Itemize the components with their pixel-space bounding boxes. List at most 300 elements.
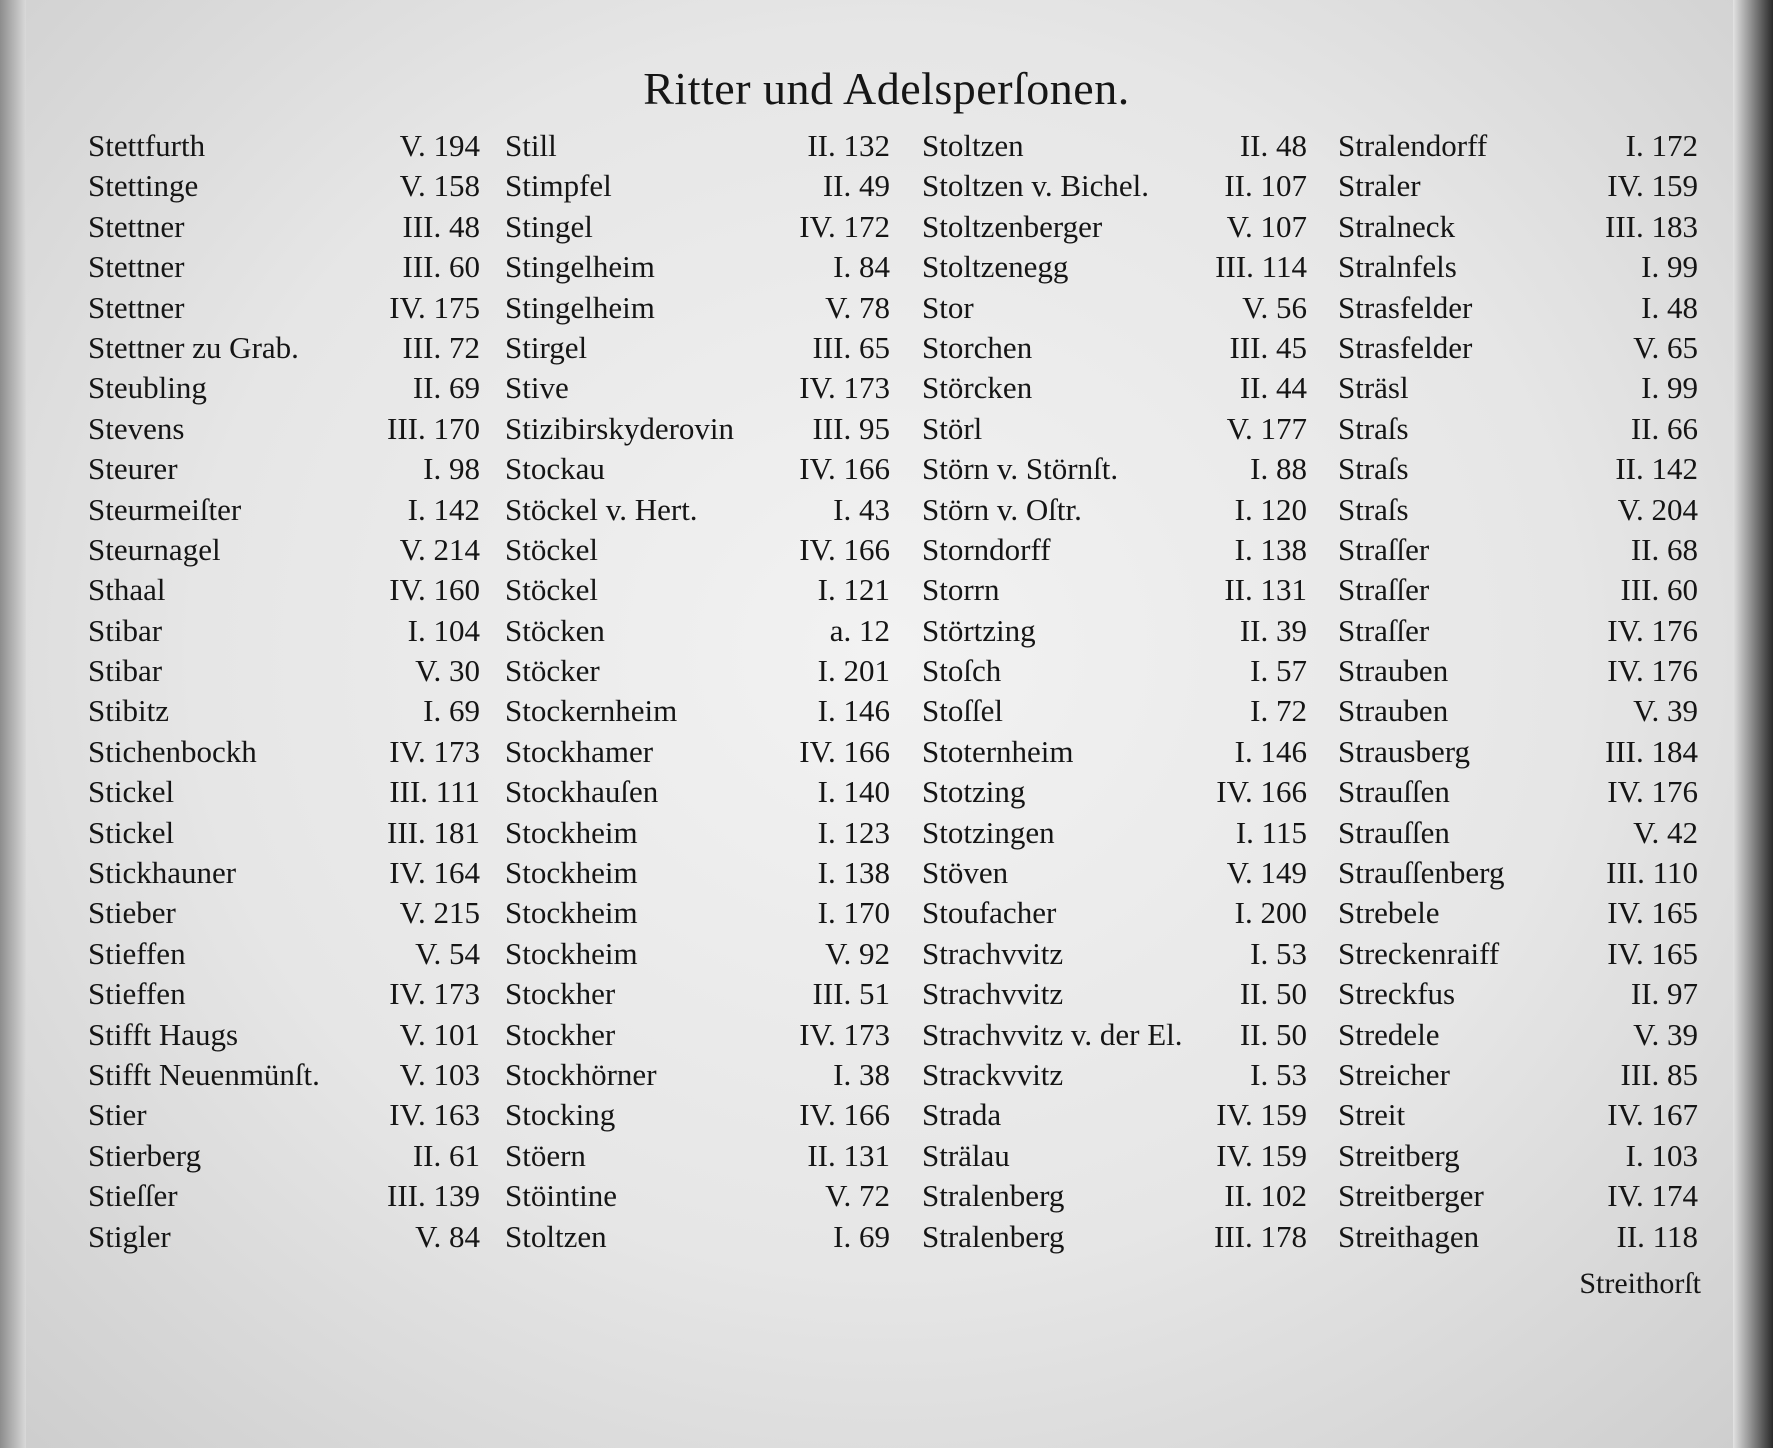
entry-reference: II. 39: [1239, 612, 1307, 648]
index-entry: [88, 166, 480, 206]
entry-name: Stöcker: [505, 653, 600, 689]
index-entry: [1338, 934, 1698, 974]
entry-name: Stingel: [505, 208, 593, 244]
entry-name: Stifft Neuenmünſt.: [88, 1056, 320, 1092]
entry-name: Strauſſen: [1338, 774, 1450, 810]
index-entry: [1338, 490, 1698, 530]
index-entry: [505, 813, 890, 853]
index-entry: [88, 611, 480, 651]
index-entry: [922, 1176, 1307, 1216]
index-entry: [88, 247, 480, 287]
index-entry: [1338, 893, 1698, 933]
entry-reference: II. 97: [1630, 976, 1698, 1012]
entry-name: Straſſer: [1338, 612, 1430, 648]
entry-reference: IV. 173: [389, 733, 480, 769]
entry-name: Streit: [1338, 1097, 1406, 1133]
entry-name: Stettinge: [88, 168, 199, 204]
entry-reference: II. 69: [412, 370, 480, 406]
index-entry: [922, 853, 1307, 893]
index-entry: [1338, 732, 1698, 772]
index-entry: [1338, 166, 1698, 206]
index-entry: [505, 934, 890, 974]
index-entry: [88, 651, 480, 691]
entry-reference: I. 103: [1625, 1137, 1698, 1173]
index-entry: [88, 1095, 480, 1135]
entry-reference: II. 131: [807, 1137, 890, 1173]
entry-name: Strackvvitz: [922, 1056, 1064, 1092]
index-entry: [88, 1055, 480, 1095]
entry-reference: I. 172: [1625, 128, 1698, 163]
index-entry: [922, 368, 1307, 408]
entry-reference: I. 69: [833, 1218, 890, 1254]
entry-reference: III. 60: [402, 249, 480, 285]
entry-reference: III. 170: [387, 410, 480, 446]
entry-name: Stor: [922, 289, 974, 325]
index-entry: [88, 893, 480, 933]
entry-name: Stickel: [88, 814, 175, 850]
entry-name: Stöckel: [505, 572, 598, 608]
index-entry: [1338, 1015, 1698, 1055]
entry-reference: II. 142: [1615, 451, 1698, 487]
entry-reference: IV. 166: [799, 1097, 890, 1133]
entry-reference: IV. 163: [389, 1097, 480, 1133]
entry-name: Strauſſenberg: [1338, 855, 1505, 891]
entry-name: Stickhauner: [88, 855, 237, 891]
page-edge-shadow: [1733, 0, 1773, 1448]
entry-reference: IV. 166: [799, 733, 890, 769]
entry-reference: II. 107: [1224, 168, 1307, 204]
entry-reference: IV. 167: [1607, 1097, 1698, 1133]
entry-reference: V. 149: [1226, 855, 1307, 891]
entry-name: Stöern: [505, 1137, 586, 1173]
entry-name: Stöven: [922, 855, 1009, 891]
index-entry: [1338, 207, 1698, 247]
entry-reference: V. 84: [415, 1218, 480, 1254]
index-entry: [88, 691, 480, 731]
entry-reference: III. 110: [1606, 855, 1698, 891]
index-entry: [505, 611, 890, 651]
entry-reference: I. 53: [1250, 935, 1307, 971]
index-entry: [922, 247, 1307, 287]
entry-reference: III. 85: [1620, 1056, 1698, 1092]
index-entry: [88, 1015, 480, 1055]
index-entry: [88, 772, 480, 812]
index-entry: [88, 126, 480, 166]
entry-name: Störcken: [922, 370, 1033, 406]
index-entry: [922, 1217, 1307, 1257]
index-entry: [1338, 530, 1698, 570]
entry-name: Still: [505, 128, 557, 163]
entry-name: Stockher: [505, 1016, 616, 1052]
entry-name: Stralenberg: [922, 1178, 1065, 1214]
entry-reference: II. 61: [412, 1137, 480, 1173]
index-entry: [922, 1136, 1307, 1176]
entry-reference: V. 204: [1617, 491, 1698, 527]
index-column-2: [505, 126, 890, 1257]
entry-name: Stoltzen: [922, 128, 1024, 163]
entry-reference: I. 146: [817, 693, 890, 729]
entry-reference: III. 60: [1620, 572, 1698, 608]
index-entry: [88, 1217, 480, 1257]
entry-reference: I. 140: [817, 774, 890, 810]
index-entry: [88, 732, 480, 772]
entry-reference: III. 181: [387, 814, 480, 850]
entry-reference: I. 38: [833, 1056, 890, 1092]
index-entry: [1338, 1095, 1698, 1135]
index-entry: [922, 166, 1307, 206]
entry-reference: V. 107: [1226, 208, 1307, 244]
entry-name: Stibar: [88, 653, 163, 689]
entry-reference: IV. 165: [1607, 895, 1698, 931]
index-entry: [1338, 368, 1698, 408]
entry-name: Strasfelder: [1338, 329, 1473, 365]
entry-name: Storrn: [922, 572, 1000, 608]
index-entry: [922, 974, 1307, 1014]
index-entry: [1338, 328, 1698, 368]
index-entry: [505, 570, 890, 610]
index-entry: [505, 732, 890, 772]
entry-reference: IV. 159: [1607, 168, 1698, 204]
entry-name: Streitberg: [1338, 1137, 1460, 1173]
index-entry: [1338, 1176, 1698, 1216]
entry-reference: IV. 166: [799, 531, 890, 567]
entry-name: Stralenberg: [922, 1218, 1065, 1254]
index-entry: [1338, 974, 1698, 1014]
entry-name: Stockhamer: [505, 733, 654, 769]
entry-reference: I. 88: [1250, 451, 1307, 487]
entry-reference: I. 120: [1234, 491, 1307, 527]
index-entry: [88, 328, 480, 368]
index-column-3: [922, 126, 1307, 1257]
entry-name: Stockernheim: [505, 693, 678, 729]
entry-name: Stoſch: [922, 653, 1002, 689]
index-entry: [1338, 853, 1698, 893]
entry-reference: I. 99: [1641, 249, 1698, 285]
entry-reference: V. 214: [399, 531, 480, 567]
entry-reference: IV. 174: [1607, 1178, 1698, 1214]
entry-name: Straſs: [1338, 451, 1409, 487]
entry-reference: V. 65: [1633, 329, 1698, 365]
entry-reference: IV. 164: [389, 855, 480, 891]
index-entry: [1338, 247, 1698, 287]
entry-reference: II. 44: [1239, 370, 1307, 406]
index-entry: [505, 328, 890, 368]
index-entry: [88, 449, 480, 489]
entry-reference: IV. 172: [799, 208, 890, 244]
entry-reference: V. 103: [399, 1056, 480, 1092]
entry-name: Stettfurth: [88, 128, 206, 163]
entry-reference: I. 142: [407, 491, 480, 527]
index-entry: [88, 853, 480, 893]
entry-name: Stettner: [88, 289, 185, 325]
index-entry: [922, 328, 1307, 368]
index-entry: [922, 813, 1307, 853]
entry-name: Straſs: [1338, 410, 1409, 446]
entry-name: Stizibirskyderovin: [505, 410, 735, 446]
entry-reference: V. 30: [415, 653, 480, 689]
page-title: Ritter und Adelsperſonen.: [643, 63, 1130, 114]
index-entry: [1338, 288, 1698, 328]
entry-name: Stifft Haugs: [88, 1016, 239, 1052]
entry-name: Stichenbockh: [88, 733, 257, 769]
entry-name: Stockher: [505, 976, 616, 1012]
entry-name: Strauben: [1338, 653, 1449, 689]
entry-name: Stettner: [88, 249, 185, 285]
entry-name: Stockheim: [505, 935, 638, 971]
index-entry: [505, 207, 890, 247]
entry-reference: IV. 159: [1216, 1097, 1307, 1133]
index-entry: [88, 368, 480, 408]
entry-reference: II. 49: [822, 168, 890, 204]
entry-reference: III. 45: [1229, 329, 1307, 365]
entry-name: Stockhauſen: [505, 774, 659, 810]
entry-name: Stralendorff: [1338, 128, 1488, 163]
index-entry: [1338, 126, 1698, 166]
index-entry: [1338, 409, 1698, 449]
entry-name: Stickel: [88, 774, 175, 810]
entry-name: Stingelheim: [505, 249, 655, 285]
index-entry: [505, 126, 890, 166]
entry-name: Strachvvitz: [922, 935, 1064, 971]
entry-reference: I. 200: [1234, 895, 1307, 931]
entry-name: Stettner: [88, 208, 185, 244]
index-entry: [1338, 772, 1698, 812]
index-column-4: [1338, 126, 1698, 1257]
entry-name: Stimpfel: [505, 168, 612, 204]
entry-name: Strada: [922, 1097, 1002, 1133]
entry-reference: I. 69: [423, 693, 480, 729]
entry-name: Steubling: [88, 370, 207, 406]
index-entry: [505, 490, 890, 530]
entry-reference: III. 111: [389, 774, 480, 810]
entry-reference: I. 146: [1234, 733, 1307, 769]
entry-name: Stierberg: [88, 1137, 202, 1173]
entry-name: Stieffen: [88, 935, 186, 971]
entry-name: Störn v. Störnſt.: [922, 451, 1119, 487]
entry-reference: II. 50: [1239, 1016, 1307, 1052]
index-entry: [1338, 1217, 1698, 1257]
entry-name: Streithagen: [1338, 1218, 1480, 1254]
entry-name: Stoltzen v. Bichel.: [922, 168, 1150, 204]
entry-reference: III. 65: [812, 329, 890, 365]
entry-name: Stoltzenegg: [922, 249, 1069, 285]
entry-reference: III. 183: [1605, 208, 1698, 244]
entry-reference: V. 92: [825, 935, 890, 971]
index-entry: [922, 449, 1307, 489]
index-entry: [88, 288, 480, 328]
entry-name: Streckfus: [1338, 976, 1456, 1012]
entry-name: Strälau: [922, 1137, 1010, 1173]
entry-name: Stoſſel: [922, 693, 1003, 729]
entry-name: Storchen: [922, 329, 1033, 365]
index-entry: [505, 1095, 890, 1135]
entry-name: Stingelheim: [505, 289, 655, 325]
entry-reference: IV. 173: [799, 1016, 890, 1052]
entry-reference: I. 98: [423, 451, 480, 487]
index-entry: [505, 1136, 890, 1176]
index-entry: [88, 1136, 480, 1176]
entry-reference: V. 54: [415, 935, 480, 971]
entry-reference: I. 115: [1235, 814, 1307, 850]
entry-reference: II. 132: [807, 128, 890, 163]
index-entry: [1338, 611, 1698, 651]
index-entry: [922, 570, 1307, 610]
entry-reference: I. 53: [1250, 1056, 1307, 1092]
entry-name: Stigler: [88, 1218, 171, 1254]
index-entry: [505, 368, 890, 408]
index-entry: [505, 530, 890, 570]
entry-reference: IV. 159: [1216, 1137, 1307, 1173]
index-entry: [922, 207, 1307, 247]
entry-reference: II. 50: [1239, 976, 1307, 1012]
index-entry: [922, 1015, 1307, 1055]
index-entry: [922, 288, 1307, 328]
entry-name: Straſſer: [1338, 572, 1430, 608]
entry-name: Strachvvitz: [922, 976, 1064, 1012]
entry-reference: III. 114: [1215, 249, 1307, 285]
index-entry: [88, 530, 480, 570]
entry-reference: III. 139: [387, 1178, 480, 1214]
index-entry: [88, 813, 480, 853]
entry-reference: V. 215: [399, 895, 480, 931]
entry-name: Stöcken: [505, 612, 605, 648]
entry-name: Stöckel: [505, 531, 598, 567]
entry-reference: I. 123: [817, 814, 890, 850]
entry-name: Straſſer: [1338, 531, 1430, 567]
entry-name: Stredele: [1338, 1016, 1440, 1052]
entry-reference: I. 72: [1250, 693, 1307, 729]
index-entry: [505, 409, 890, 449]
entry-reference: I. 104: [407, 612, 480, 648]
entry-name: Straſs: [1338, 491, 1409, 527]
index-entry: [922, 1055, 1307, 1095]
entry-name: Störtzing: [922, 612, 1036, 648]
entry-reference: IV. 166: [799, 451, 890, 487]
entry-reference: IV. 160: [389, 572, 480, 608]
entry-name: Strauſſen: [1338, 814, 1450, 850]
entry-reference: II. 68: [1630, 531, 1698, 567]
index-entry: [505, 691, 890, 731]
entry-name: Sträsl: [1338, 370, 1409, 406]
entry-name: Stocking: [505, 1097, 616, 1133]
index-entry: [1338, 813, 1698, 853]
entry-name: Stirgel: [505, 329, 588, 365]
entry-name: Strasfelder: [1338, 289, 1473, 325]
index-entry: [505, 893, 890, 933]
entry-name: Stibar: [88, 612, 163, 648]
entry-reference: IV. 175: [389, 289, 480, 325]
index-entry: [505, 166, 890, 206]
index-entry: [505, 449, 890, 489]
index-entry: [1338, 1136, 1698, 1176]
page-gutter-shadow: [0, 0, 26, 1448]
entry-name: Stotzing: [922, 774, 1026, 810]
entry-reference: I. 43: [833, 491, 890, 527]
index-entry: [505, 651, 890, 691]
index-entry: [505, 772, 890, 812]
entry-reference: III. 95: [812, 410, 890, 446]
index-entry: [505, 247, 890, 287]
entry-reference: IV. 173: [389, 976, 480, 1012]
entry-name: Streitberger: [1338, 1178, 1484, 1214]
index-entry: [922, 530, 1307, 570]
index-entry: [922, 934, 1307, 974]
entry-reference: I. 121: [817, 572, 890, 608]
entry-name: Stoltzen: [505, 1218, 607, 1254]
index-entry: [88, 207, 480, 247]
index-entry: [922, 651, 1307, 691]
entry-name: Stralnfels: [1338, 249, 1457, 285]
index-entry: [1338, 1055, 1698, 1095]
index-entry: [88, 490, 480, 530]
index-entry: [922, 1095, 1307, 1135]
entry-name: Stoltzenberger: [922, 208, 1103, 244]
entry-name: Stoternheim: [922, 733, 1074, 769]
entry-name: Stier: [88, 1097, 147, 1133]
index-entry: [1338, 651, 1698, 691]
index-entry: [1338, 449, 1698, 489]
entry-name: Steurer: [88, 451, 178, 487]
entry-reference: I. 138: [817, 855, 890, 891]
index-entry: [505, 974, 890, 1014]
entry-reference: V. 177: [1226, 410, 1307, 446]
entry-name: Stöckel v. Hert.: [505, 491, 698, 527]
entry-reference: I. 84: [833, 249, 890, 285]
entry-reference: I. 138: [1234, 531, 1307, 567]
entry-reference: I. 99: [1641, 370, 1698, 406]
entry-name: Sthaal: [88, 572, 166, 608]
entry-name: Stieſſer: [88, 1178, 178, 1214]
index-column-1: [88, 126, 480, 1257]
entry-name: Stieber: [88, 895, 176, 931]
entry-name: Stevens: [88, 410, 185, 446]
entry-reference: V. 39: [1633, 1016, 1698, 1052]
entry-reference: V. 56: [1242, 289, 1307, 325]
index-entry: [922, 611, 1307, 651]
entry-reference: V. 39: [1633, 693, 1698, 729]
entry-name: Stettner zu Grab.: [88, 329, 299, 365]
entry-reference: V. 158: [399, 168, 480, 204]
entry-reference: I. 201: [817, 653, 890, 689]
entry-name: Streicher: [1338, 1056, 1450, 1092]
entry-name: Stockheim: [505, 855, 638, 891]
entry-name: Stockheim: [505, 895, 638, 931]
index-entry: [88, 934, 480, 974]
entry-reference: III. 48: [402, 208, 480, 244]
index-entry: [922, 126, 1307, 166]
entry-reference: II. 118: [1616, 1218, 1698, 1254]
entry-name: Stockau: [505, 451, 605, 487]
index-entry: [1338, 570, 1698, 610]
entry-name: Strebele: [1338, 895, 1440, 931]
entry-reference: V. 42: [1633, 814, 1698, 850]
entry-name: Stoufacher: [922, 895, 1057, 931]
index-entry: [88, 570, 480, 610]
entry-reference: IV. 173: [799, 370, 890, 406]
entry-reference: III. 51: [812, 976, 890, 1012]
entry-name: Störn v. Oſtr.: [922, 491, 1082, 527]
entry-reference: a. 12: [829, 612, 890, 648]
entry-name: Steurnagel: [88, 531, 221, 567]
entry-reference: II. 48: [1239, 128, 1307, 163]
index-entry: [922, 409, 1307, 449]
entry-name: Stockhörner: [505, 1056, 657, 1092]
index-entry: [505, 853, 890, 893]
index-entry: [505, 1217, 890, 1257]
index-entry: [922, 893, 1307, 933]
index-entry: [922, 732, 1307, 772]
entry-reference: V. 78: [825, 289, 890, 325]
